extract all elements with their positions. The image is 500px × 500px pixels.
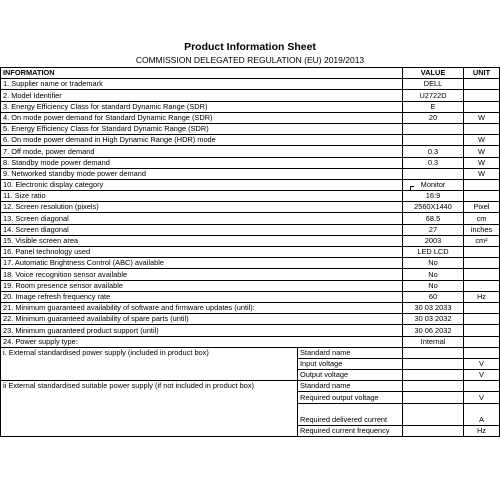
row-label: 1. Supplier name or trademark bbox=[1, 79, 403, 90]
row-value bbox=[403, 123, 464, 134]
power-supply-item-name: Input voltage bbox=[298, 358, 403, 369]
power-supply-item-name: Standard name bbox=[298, 381, 403, 392]
cell-marker-icon bbox=[410, 186, 414, 190]
power-supply-row bbox=[1, 381, 500, 392]
power-supply-item-name: Standard name bbox=[298, 347, 403, 358]
row-unit bbox=[464, 90, 500, 101]
power-supply-item-name: Required current frequency bbox=[298, 425, 403, 436]
row-label: 10. Electronic display category bbox=[1, 179, 403, 190]
table-row bbox=[1, 224, 500, 235]
row-unit bbox=[464, 325, 500, 336]
power-supply-item-unit: Hz bbox=[464, 425, 500, 436]
table-row bbox=[1, 202, 500, 213]
power-supply-row bbox=[1, 347, 500, 358]
table-row bbox=[1, 101, 500, 112]
row-label: 20. Image refresh frequency rate bbox=[1, 291, 403, 302]
table-row bbox=[1, 191, 500, 202]
power-supply-item-value bbox=[403, 381, 464, 392]
row-unit: cm² bbox=[464, 235, 500, 246]
row-label: 5. Energy Efficiency Class for Standard Dynamic Range (SDR) bbox=[1, 123, 403, 134]
row-value: No bbox=[403, 280, 464, 291]
power-supply-item-unit: V bbox=[464, 392, 500, 403]
power-supply-item-unit: V bbox=[464, 358, 500, 369]
power-supply-item-value bbox=[403, 358, 464, 369]
row-label: 14. Screen diagonal bbox=[1, 224, 403, 235]
row-value: 30 03 2033 bbox=[403, 302, 464, 313]
sheet-subtitle: COMMISSION DELEGATED REGULATION (EU) 2019/2013 bbox=[135, 55, 365, 65]
row-value bbox=[403, 135, 464, 146]
row-value: 2003 bbox=[403, 235, 464, 246]
power-supply-item-value bbox=[403, 403, 464, 425]
table-row bbox=[1, 247, 500, 258]
row-unit: cm bbox=[464, 213, 500, 224]
table-row bbox=[1, 168, 500, 179]
row-value: 68.5 bbox=[403, 213, 464, 224]
header-value: VALUE bbox=[403, 68, 464, 79]
row-label: 16. Panel technology used bbox=[1, 247, 403, 258]
power-supply-item-name: Required output voltage bbox=[298, 392, 403, 403]
table-header-row bbox=[1, 68, 500, 79]
row-label: 15. Visible screen area bbox=[1, 235, 403, 246]
row-value: 30 03 2032 bbox=[403, 314, 464, 325]
table-row bbox=[1, 280, 500, 291]
row-value: 20 bbox=[403, 112, 464, 123]
row-label: 18. Voice recognition sensor available bbox=[1, 269, 403, 280]
sheet-title: Product Information Sheet bbox=[184, 41, 316, 53]
row-unit bbox=[464, 101, 500, 112]
row-unit: Hz bbox=[464, 291, 500, 302]
row-unit: W bbox=[464, 157, 500, 168]
power-supply-item-unit: V bbox=[464, 370, 500, 381]
power-supply-item-unit bbox=[464, 347, 500, 358]
power-supply-item-unit bbox=[464, 381, 500, 392]
table-row bbox=[1, 123, 500, 134]
table-row bbox=[1, 336, 500, 347]
row-unit: W bbox=[464, 135, 500, 146]
row-unit bbox=[464, 258, 500, 269]
row-unit bbox=[464, 191, 500, 202]
row-value: 27 bbox=[403, 224, 464, 235]
table-row bbox=[1, 135, 500, 146]
table-row bbox=[1, 179, 500, 190]
row-value: 60 bbox=[403, 291, 464, 302]
row-unit: W bbox=[464, 112, 500, 123]
row-unit bbox=[464, 247, 500, 258]
row-label: 24. Power supply type: bbox=[1, 336, 403, 347]
row-unit: Pixel bbox=[464, 202, 500, 213]
row-label: 23. Minimum guaranteed product support (until) bbox=[1, 325, 403, 336]
table-body bbox=[1, 79, 500, 348]
table-row bbox=[1, 157, 500, 168]
row-value: 0.3 bbox=[403, 146, 464, 157]
row-unit: W bbox=[464, 168, 500, 179]
row-label: 9. Networked standby mode power demand bbox=[1, 168, 403, 179]
row-value: 2560X1440 bbox=[403, 202, 464, 213]
table-row bbox=[1, 325, 500, 336]
table-row bbox=[1, 90, 500, 101]
row-label: 3. Energy Efficiency Class for standard Dynamic Range (SDR) bbox=[1, 101, 403, 112]
table-row bbox=[1, 146, 500, 157]
row-label: 13. Screen diagonal bbox=[1, 213, 403, 224]
row-value: 16:9 bbox=[403, 191, 464, 202]
row-value: Monitor bbox=[403, 179, 464, 190]
row-label: 17. Automatic Brightness Control (ABC) available bbox=[1, 258, 403, 269]
row-value: DELL bbox=[403, 79, 464, 90]
row-value: No bbox=[403, 269, 464, 280]
power-supply-item-value bbox=[403, 425, 464, 436]
power-supply-group-label: i. External standardised power supply (included in product box) bbox=[1, 347, 298, 381]
row-label: 8. Standby mode power demand bbox=[1, 157, 403, 168]
row-label: 7. Off mode, power demand bbox=[1, 146, 403, 157]
row-label: 11. Size ratio bbox=[1, 191, 403, 202]
power-supply-item-value bbox=[403, 347, 464, 358]
row-unit bbox=[464, 280, 500, 291]
row-label: 21. Minimum guaranteed availability of software and firmware updates (until): bbox=[1, 302, 403, 313]
row-label: 22. Minimum guaranteed availability of spare parts (until) bbox=[1, 314, 403, 325]
row-value: 30 06 2032 bbox=[403, 325, 464, 336]
power-supply-item-value bbox=[403, 392, 464, 403]
row-unit bbox=[464, 79, 500, 90]
row-unit bbox=[464, 314, 500, 325]
row-unit bbox=[464, 269, 500, 280]
table-row bbox=[1, 314, 500, 325]
power-supply-item-unit: A bbox=[464, 403, 500, 425]
row-label: 6. On mode power demand in High Dynamic Range (HDR) mode bbox=[1, 135, 403, 146]
power-supply-group-label: ii External standardised suitable power supply (if not included in product box) bbox=[1, 381, 298, 437]
table-row bbox=[1, 235, 500, 246]
table-row bbox=[1, 258, 500, 269]
row-value bbox=[403, 168, 464, 179]
row-label: 2. Model Identifier bbox=[1, 90, 403, 101]
power-supply-item-name: Output voltage bbox=[298, 370, 403, 381]
row-label: 4. On mode power demand for Standard Dynamic Range (SDR) bbox=[1, 112, 403, 123]
row-label: 19. Room presence sensor available bbox=[1, 280, 403, 291]
row-value: 0.3 bbox=[403, 157, 464, 168]
table-row bbox=[1, 302, 500, 313]
row-unit bbox=[464, 123, 500, 134]
row-value: E bbox=[403, 101, 464, 112]
row-unit: W bbox=[464, 146, 500, 157]
row-unit bbox=[464, 302, 500, 313]
power-supply-item-value bbox=[403, 370, 464, 381]
power-supply-item-name: Required delivered current bbox=[298, 403, 403, 425]
row-value: U2722D bbox=[403, 90, 464, 101]
row-unit bbox=[464, 179, 500, 190]
power-supply-body bbox=[1, 347, 500, 436]
product-info-table bbox=[0, 67, 500, 437]
table-row bbox=[1, 112, 500, 123]
row-unit: inches bbox=[464, 224, 500, 235]
row-unit bbox=[464, 336, 500, 347]
row-label: 12. Screen resolution (pixels) bbox=[1, 202, 403, 213]
table-row bbox=[1, 291, 500, 302]
header-unit: UNIT bbox=[464, 68, 500, 79]
row-value: LED LCD bbox=[403, 247, 464, 258]
header-information: INFORMATION bbox=[1, 68, 403, 79]
row-value: No bbox=[403, 258, 464, 269]
table-row bbox=[1, 269, 500, 280]
row-value: Internal bbox=[403, 336, 464, 347]
table-row bbox=[1, 213, 500, 224]
table-row bbox=[1, 79, 500, 90]
